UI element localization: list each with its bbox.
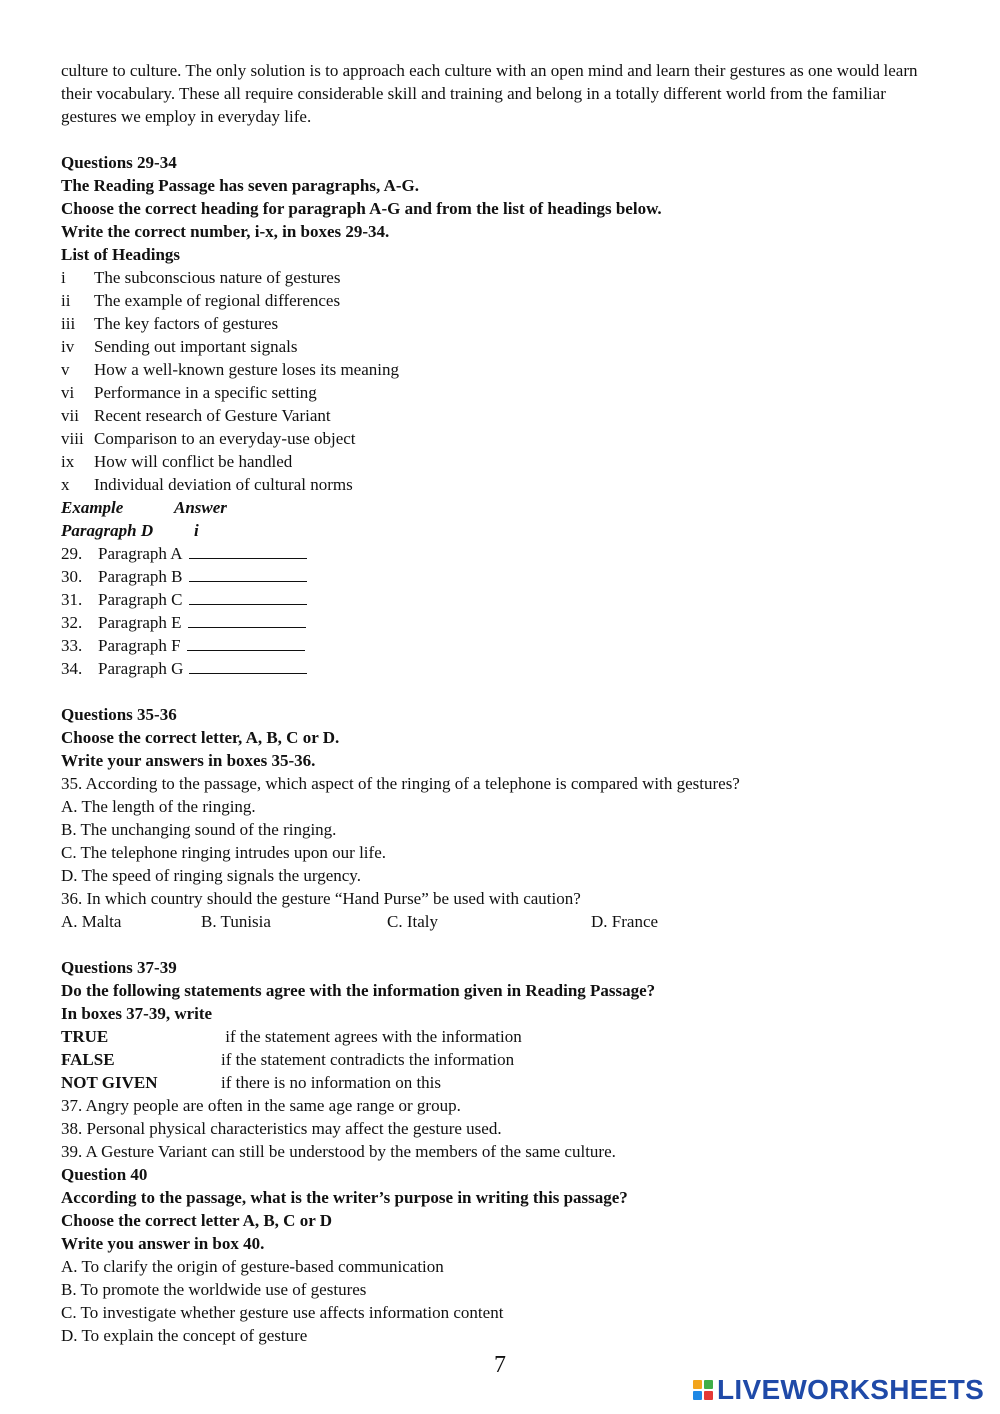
- answer-blank-33[interactable]: [187, 635, 305, 651]
- instruction: In boxes 37-39, write: [61, 1004, 213, 1023]
- option-35-c[interactable]: C. The telephone ringing intrudes upon our life.: [61, 843, 386, 862]
- example-header: Example Answer: [61, 498, 227, 517]
- paragraph-answer-list: [61, 542, 941, 680]
- instruction: Write the correct number, i-x, in boxes 29-34.: [61, 222, 390, 241]
- answer-blank-34[interactable]: [189, 658, 307, 674]
- logo-tile: [704, 1380, 713, 1389]
- option-35-a[interactable]: A. The length of the ringing.: [61, 797, 256, 816]
- passage-continuation: culture to culture. The only solution is to approach each culture with an open mind and learn their gestures as one would learn their vocabulary. These all require considerable skill and training and belong in a totally different world from the familiar gestures we employ in everyday life.: [61, 61, 918, 126]
- heading-item: i The subconscious nature of gestures: [61, 268, 341, 287]
- instruction: According to the passage, what is the writer’s purpose in writing this passage?: [61, 1188, 628, 1207]
- option-40-a[interactable]: A. To clarify the origin of gesture-based communication: [61, 1257, 444, 1276]
- headings-list: [61, 266, 941, 496]
- instruction: Choose the correct letter A, B, C or D: [61, 1211, 332, 1230]
- heading-item: viii Comparison to an everyday-use object: [61, 429, 356, 448]
- question-35: 35. According to the passage, which aspect of the ringing of a telephone is compared with gestures?: [61, 774, 740, 793]
- section-title-29-34: Questions 29-34: [61, 153, 177, 172]
- example-row: Paragraph D i: [61, 521, 199, 540]
- logo-tile: [693, 1380, 702, 1389]
- answer-blank-30[interactable]: [189, 566, 307, 582]
- heading-item: iv Sending out important signals: [61, 337, 298, 356]
- option-36-c[interactable]: C. Italy: [387, 912, 438, 931]
- answer-row-34: 34. Paragraph G: [61, 657, 941, 680]
- page-number: 7: [494, 1352, 506, 1378]
- heading-item: vii Recent research of Gesture Variant: [61, 406, 331, 425]
- question-36: 36. In which country should the gesture “Hand Purse” be used with caution?: [61, 889, 581, 908]
- logo-tile: [693, 1391, 702, 1400]
- answer-row-29: 29. Paragraph A: [61, 542, 941, 565]
- option-40-b[interactable]: B. To promote the worldwide use of gestures: [61, 1280, 367, 1299]
- answer-row-31: 31. Paragraph C: [61, 588, 941, 611]
- heading-item: ii The example of regional differences: [61, 291, 341, 310]
- answer-row-30: 30. Paragraph B: [61, 565, 941, 588]
- answer-blank-32[interactable]: [188, 612, 306, 628]
- answer-blank-29[interactable]: [189, 543, 307, 559]
- statement-37: 37. Angry people are often in the same age range or group.: [61, 1096, 461, 1115]
- heading-item: vi Performance in a specific setting: [61, 383, 317, 402]
- logo-tile: [704, 1391, 713, 1400]
- legend-false: FALSE if the statement contradicts the information: [61, 1050, 515, 1069]
- instruction: Write you answer in box 40.: [61, 1234, 265, 1253]
- instruction: The Reading Passage has seven paragraphs, A-G.: [61, 176, 419, 195]
- option-35-d[interactable]: D. The speed of ringing signals the urgency.: [61, 866, 361, 885]
- statement-39: 39. A Gesture Variant can still be understood by the members of the same culture.: [61, 1142, 616, 1161]
- worksheet-page: [61, 59, 941, 1347]
- option-36-b[interactable]: B. Tunisia: [201, 912, 271, 931]
- option-40-c[interactable]: C. To investigate whether gesture use affects information content: [61, 1303, 504, 1322]
- logo-tiles-icon: [693, 1380, 713, 1400]
- logo-text: LIVEWORKSHEETS: [717, 1374, 985, 1405]
- heading-item: x Individual deviation of cultural norms: [61, 475, 353, 494]
- legend-true: TRUE if the statement agrees with the information: [61, 1027, 522, 1046]
- answer-row-32: 32. Paragraph E: [61, 611, 941, 634]
- heading-item: v How a well-known gesture loses its meaning: [61, 360, 399, 379]
- heading-item: ix How will conflict be handled: [61, 452, 293, 471]
- instruction: Choose the correct letter, A, B, C or D.: [61, 728, 340, 747]
- answer-row-33: 33. Paragraph F: [61, 634, 941, 657]
- section-title-35-36: Questions 35-36: [61, 705, 177, 724]
- option-40-d[interactable]: D. To explain the concept of gesture: [61, 1326, 308, 1345]
- section-title-37-39: Questions 37-39: [61, 958, 177, 977]
- option-36-d[interactable]: D. France: [591, 912, 659, 931]
- instruction: Do the following statements agree with the information given in Reading Passage?: [61, 981, 656, 1000]
- options-36: [61, 910, 941, 933]
- answer-blank-31[interactable]: [189, 589, 307, 605]
- list-of-headings-title: List of Headings: [61, 245, 181, 264]
- statement-38: 38. Personal physical characteristics may affect the gesture used.: [61, 1119, 502, 1138]
- heading-item: iii The key factors of gestures: [61, 314, 279, 333]
- instruction: Choose the correct heading for paragraph A-G and from the list of headings below.: [61, 199, 662, 218]
- liveworksheets-logo: [693, 1373, 984, 1407]
- option-35-b[interactable]: B. The unchanging sound of the ringing.: [61, 820, 337, 839]
- option-36-a[interactable]: A. Malta: [61, 912, 122, 931]
- instruction: Write your answers in boxes 35-36.: [61, 751, 316, 770]
- section-title-40: Question 40: [61, 1165, 148, 1184]
- legend-not-given: NOT GIVEN if there is no information on this: [61, 1073, 442, 1092]
